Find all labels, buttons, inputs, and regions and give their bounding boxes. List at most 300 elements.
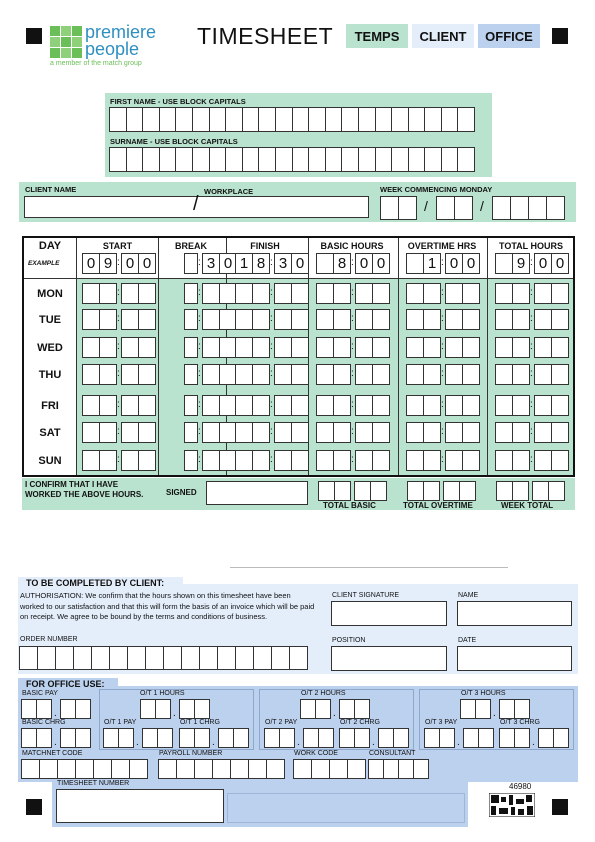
date-digit-box[interactable] (492, 196, 511, 220)
code-digit-box[interactable] (111, 759, 130, 779)
week-day-boxes[interactable] (380, 196, 416, 220)
time-digit-box[interactable]: 0 (219, 253, 237, 274)
time-digit-box[interactable]: 8 (252, 253, 270, 274)
ot3-chrg-boxes[interactable] (499, 728, 568, 748)
time-digit-box[interactable] (252, 422, 270, 443)
office-digit-box[interactable] (315, 699, 331, 719)
time-digit-box[interactable] (291, 395, 309, 416)
time-digit-box[interactable] (445, 450, 463, 471)
order-digit-box[interactable] (253, 646, 272, 670)
time-digit-box[interactable] (184, 253, 198, 274)
date-digit-box[interactable] (546, 196, 565, 220)
office-digit-box[interactable] (378, 728, 394, 748)
time-digit-box[interactable] (423, 283, 441, 304)
payroll-number-boxes[interactable] (158, 759, 284, 779)
char-box[interactable] (242, 107, 260, 132)
time-digit-box[interactable] (333, 364, 351, 385)
date-digit-box[interactable] (454, 196, 473, 220)
char-box[interactable] (308, 107, 326, 132)
time-digit-box[interactable] (462, 422, 480, 443)
char-box[interactable] (408, 107, 426, 132)
office-digit-box[interactable] (318, 728, 334, 748)
time-digit-box[interactable] (495, 422, 513, 443)
basic-chrg-boxes[interactable] (21, 728, 90, 748)
time-digit-box[interactable] (274, 422, 292, 443)
time-digit-box[interactable] (445, 395, 463, 416)
ot2-pay-boxes[interactable] (264, 728, 333, 748)
code-digit-box[interactable] (293, 759, 312, 779)
time-digit-box[interactable] (82, 364, 100, 385)
time-digit-box[interactable] (316, 337, 334, 358)
char-box[interactable] (391, 147, 409, 172)
time-digit-box[interactable] (355, 395, 373, 416)
time-digit-box[interactable] (202, 395, 220, 416)
time-digit-box[interactable] (551, 422, 569, 443)
char-box[interactable] (225, 107, 243, 132)
office-digit-box[interactable] (179, 728, 195, 748)
time-digit-box[interactable] (291, 450, 309, 471)
code-digit-box[interactable] (212, 759, 231, 779)
office-digit-box[interactable] (60, 728, 76, 748)
time-digit-box[interactable] (291, 422, 309, 443)
office-digit-box[interactable] (21, 699, 37, 719)
time-digit-box[interactable] (333, 395, 351, 416)
code-digit-box[interactable] (347, 759, 366, 779)
time-digit-box[interactable]: 3 (274, 253, 292, 274)
time-digit-box[interactable] (138, 283, 156, 304)
time-digit-box[interactable]: 1 (423, 253, 441, 274)
code-digit-box[interactable] (39, 759, 58, 779)
time-digit-box[interactable] (274, 337, 292, 358)
time-digit-box[interactable] (82, 422, 100, 443)
char-box[interactable] (325, 107, 343, 132)
time-digit-box[interactable] (462, 450, 480, 471)
code-digit-box[interactable] (311, 759, 330, 779)
time-digit-box[interactable] (445, 364, 463, 385)
time-digit-box[interactable]: 0 (355, 253, 373, 274)
time-digit-box[interactable] (372, 422, 390, 443)
code-digit-box[interactable] (383, 759, 399, 779)
time-digit-box[interactable] (99, 422, 117, 443)
time-digit-box[interactable] (333, 450, 351, 471)
time-digit-box[interactable] (121, 364, 139, 385)
time-digit-box[interactable] (291, 364, 309, 385)
time-digit-box[interactable] (99, 337, 117, 358)
time-digit-box[interactable] (512, 422, 530, 443)
time-digit-box[interactable] (121, 422, 139, 443)
code-digit-box[interactable] (398, 759, 414, 779)
office-digit-box[interactable] (75, 728, 91, 748)
office-digit-box[interactable] (460, 699, 476, 719)
char-box[interactable] (325, 147, 343, 172)
office-digit-box[interactable] (538, 728, 554, 748)
time-digit-box[interactable] (202, 309, 220, 330)
char-box[interactable] (209, 107, 227, 132)
char-box[interactable] (292, 147, 310, 172)
office-digit-box[interactable] (424, 728, 440, 748)
date-digit-box[interactable] (528, 196, 547, 220)
time-digit-box[interactable] (274, 364, 292, 385)
time-digit-box[interactable] (184, 364, 198, 385)
char-box[interactable] (159, 147, 177, 172)
time-digit-box[interactable] (534, 422, 552, 443)
time-digit-box[interactable]: 0 (82, 253, 100, 274)
office-digit-box[interactable] (264, 728, 280, 748)
order-digit-box[interactable] (91, 646, 110, 670)
code-digit-box[interactable] (266, 759, 285, 779)
time-digit-box[interactable] (121, 450, 139, 471)
timesheet-number-field[interactable] (56, 789, 224, 823)
time-digit-box[interactable] (252, 364, 270, 385)
time-digit-box[interactable] (333, 337, 351, 358)
ot2-chrg-boxes[interactable] (339, 728, 408, 748)
order-number-boxes[interactable] (19, 646, 307, 670)
date-digit-box[interactable] (380, 196, 399, 220)
time-digit-box[interactable] (316, 395, 334, 416)
total-box-group[interactable] (318, 481, 386, 501)
time-digit-box[interactable] (184, 450, 198, 471)
office-digit-box[interactable] (142, 728, 158, 748)
ot1-pay-boxes[interactable] (103, 728, 172, 748)
char-box[interactable] (457, 147, 475, 172)
time-digit-box[interactable] (462, 337, 480, 358)
char-box[interactable] (175, 107, 193, 132)
office-digit-box[interactable] (233, 728, 249, 748)
time-digit-box[interactable] (423, 422, 441, 443)
time-digit-box[interactable] (462, 309, 480, 330)
time-digit-box[interactable]: 0 (551, 253, 569, 274)
ot1-chrg-boxes[interactable] (179, 728, 248, 748)
time-digit-box[interactable] (462, 395, 480, 416)
time-digit-box[interactable] (82, 395, 100, 416)
office-digit-box[interactable] (179, 699, 195, 719)
time-digit-box[interactable] (252, 395, 270, 416)
surname-boxes[interactable] (109, 147, 474, 172)
client-name-field[interactable] (457, 601, 572, 626)
char-box[interactable] (126, 107, 144, 132)
office-digit-box[interactable] (463, 728, 479, 748)
time-digit-box[interactable]: 0 (121, 253, 139, 274)
time-digit-box[interactable] (534, 337, 552, 358)
total-digit-box[interactable] (370, 481, 387, 501)
total-digit-box[interactable] (496, 481, 513, 501)
time-digit-box[interactable] (406, 309, 424, 330)
date-digit-box[interactable] (436, 196, 455, 220)
char-box[interactable] (192, 147, 210, 172)
time-digit-box[interactable] (355, 450, 373, 471)
time-digit-box[interactable] (184, 395, 198, 416)
time-digit-box[interactable]: 0 (138, 253, 156, 274)
time-digit-box[interactable] (316, 253, 334, 274)
time-digit-box[interactable] (355, 337, 373, 358)
week-month-boxes[interactable] (436, 196, 472, 220)
office-digit-box[interactable] (499, 699, 515, 719)
total-digit-box[interactable] (423, 481, 440, 501)
time-digit-box[interactable] (333, 309, 351, 330)
time-digit-box[interactable] (184, 309, 198, 330)
basic-pay-boxes[interactable] (21, 699, 90, 719)
time-digit-box[interactable] (202, 283, 220, 304)
time-digit-box[interactable] (333, 422, 351, 443)
time-digit-box[interactable] (184, 337, 198, 358)
order-digit-box[interactable] (109, 646, 128, 670)
char-box[interactable] (275, 147, 293, 172)
position-field[interactable] (331, 646, 447, 671)
time-digit-box[interactable] (495, 395, 513, 416)
time-digit-box[interactable] (406, 337, 424, 358)
time-digit-box[interactable] (534, 283, 552, 304)
time-digit-box[interactable] (423, 395, 441, 416)
time-digit-box[interactable] (252, 309, 270, 330)
char-box[interactable] (126, 147, 144, 172)
office-digit-box[interactable] (354, 699, 370, 719)
first-name-boxes[interactable] (109, 107, 474, 132)
office-digit-box[interactable] (439, 728, 455, 748)
char-box[interactable] (275, 107, 293, 132)
signature-field[interactable] (206, 481, 308, 505)
time-digit-box[interactable] (235, 309, 253, 330)
time-digit-box[interactable] (184, 422, 198, 443)
time-digit-box[interactable] (316, 283, 334, 304)
time-digit-box[interactable] (495, 364, 513, 385)
time-digit-box[interactable] (372, 283, 390, 304)
office-digit-box[interactable] (303, 728, 319, 748)
time-digit-box[interactable]: 0 (462, 253, 480, 274)
time-digit-box[interactable] (462, 364, 480, 385)
ot3-pay-boxes[interactable] (424, 728, 493, 748)
time-digit-box[interactable]: 1 (235, 253, 253, 274)
char-box[interactable] (441, 107, 459, 132)
order-digit-box[interactable] (55, 646, 74, 670)
office-digit-box[interactable] (155, 699, 171, 719)
char-box[interactable] (341, 147, 359, 172)
time-digit-box[interactable] (138, 395, 156, 416)
time-digit-box[interactable] (372, 337, 390, 358)
client-signature-field[interactable] (331, 601, 447, 626)
time-digit-box[interactable] (82, 450, 100, 471)
time-digit-box[interactable] (551, 364, 569, 385)
time-digit-box[interactable] (355, 309, 373, 330)
time-digit-box[interactable] (512, 364, 530, 385)
time-digit-box[interactable] (462, 283, 480, 304)
office-digit-box[interactable] (499, 728, 515, 748)
time-digit-box[interactable] (99, 395, 117, 416)
time-digit-box[interactable] (512, 283, 530, 304)
code-digit-box[interactable] (176, 759, 195, 779)
time-digit-box[interactable] (372, 309, 390, 330)
time-digit-box[interactable] (202, 337, 220, 358)
order-digit-box[interactable] (181, 646, 200, 670)
char-box[interactable] (142, 147, 160, 172)
order-digit-box[interactable] (217, 646, 236, 670)
time-digit-box[interactable] (423, 364, 441, 385)
order-digit-box[interactable] (163, 646, 182, 670)
code-digit-box[interactable] (230, 759, 249, 779)
time-digit-box[interactable] (495, 450, 513, 471)
date-digit-box[interactable] (398, 196, 417, 220)
time-digit-box[interactable] (316, 364, 334, 385)
office-digit-box[interactable] (75, 699, 91, 719)
time-digit-box[interactable] (235, 450, 253, 471)
time-digit-box[interactable] (202, 422, 220, 443)
time-digit-box[interactable] (99, 283, 117, 304)
code-digit-box[interactable] (93, 759, 112, 779)
total-digit-box[interactable] (443, 481, 460, 501)
time-digit-box[interactable] (291, 337, 309, 358)
ot3-hours-boxes[interactable] (460, 699, 529, 719)
char-box[interactable] (192, 107, 210, 132)
total-box-group[interactable] (407, 481, 475, 501)
code-digit-box[interactable] (21, 759, 40, 779)
char-box[interactable] (358, 107, 376, 132)
order-digit-box[interactable] (145, 646, 164, 670)
code-digit-box[interactable] (158, 759, 177, 779)
time-digit-box[interactable] (184, 283, 198, 304)
time-digit-box[interactable] (274, 450, 292, 471)
date-digit-box[interactable] (510, 196, 529, 220)
total-digit-box[interactable] (459, 481, 476, 501)
office-digit-box[interactable] (194, 699, 210, 719)
office-digit-box[interactable] (514, 699, 530, 719)
time-digit-box[interactable] (406, 364, 424, 385)
time-digit-box[interactable] (252, 450, 270, 471)
char-box[interactable] (424, 107, 442, 132)
order-digit-box[interactable] (73, 646, 92, 670)
office-digit-box[interactable] (339, 699, 355, 719)
time-digit-box[interactable] (534, 395, 552, 416)
date-field[interactable] (457, 646, 572, 671)
order-digit-box[interactable] (19, 646, 38, 670)
office-digit-box[interactable] (478, 728, 494, 748)
char-box[interactable] (408, 147, 426, 172)
time-digit-box[interactable] (534, 450, 552, 471)
time-digit-box[interactable] (316, 450, 334, 471)
code-digit-box[interactable] (75, 759, 94, 779)
time-digit-box[interactable]: 8 (333, 253, 351, 274)
time-digit-box[interactable]: 3 (202, 253, 220, 274)
time-digit-box[interactable] (138, 450, 156, 471)
code-digit-box[interactable] (413, 759, 429, 779)
time-digit-box[interactable] (406, 450, 424, 471)
char-box[interactable] (242, 147, 260, 172)
code-digit-box[interactable] (248, 759, 267, 779)
time-digit-box[interactable] (274, 309, 292, 330)
time-digit-box[interactable] (99, 364, 117, 385)
time-digit-box[interactable] (235, 364, 253, 385)
time-digit-box[interactable]: 9 (99, 253, 117, 274)
time-digit-box[interactable] (445, 309, 463, 330)
office-digit-box[interactable] (553, 728, 569, 748)
office-digit-box[interactable] (140, 699, 156, 719)
time-digit-box[interactable] (202, 450, 220, 471)
office-digit-box[interactable] (339, 728, 355, 748)
code-digit-box[interactable] (194, 759, 213, 779)
week-year-boxes[interactable] (492, 196, 564, 220)
char-box[interactable] (308, 147, 326, 172)
time-digit-box[interactable] (512, 450, 530, 471)
time-digit-box[interactable] (99, 309, 117, 330)
time-digit-box[interactable] (274, 395, 292, 416)
char-box[interactable] (375, 107, 393, 132)
char-box[interactable] (258, 147, 276, 172)
char-box[interactable] (375, 147, 393, 172)
time-digit-box[interactable] (445, 283, 463, 304)
ot2-hours-boxes[interactable] (300, 699, 369, 719)
time-digit-box[interactable] (252, 283, 270, 304)
total-digit-box[interactable] (512, 481, 529, 501)
time-digit-box[interactable] (372, 395, 390, 416)
office-digit-box[interactable] (36, 699, 52, 719)
char-box[interactable] (292, 107, 310, 132)
time-digit-box[interactable] (551, 283, 569, 304)
time-digit-box[interactable] (121, 283, 139, 304)
time-digit-box[interactable] (82, 283, 100, 304)
time-digit-box[interactable] (406, 283, 424, 304)
total-digit-box[interactable] (354, 481, 371, 501)
total-digit-box[interactable] (532, 481, 549, 501)
time-digit-box[interactable] (82, 309, 100, 330)
time-digit-box[interactable] (406, 395, 424, 416)
consultant-boxes[interactable] (368, 759, 428, 779)
char-box[interactable] (109, 147, 127, 172)
office-digit-box[interactable] (393, 728, 409, 748)
char-box[interactable] (209, 147, 227, 172)
office-digit-box[interactable] (157, 728, 173, 748)
char-box[interactable] (341, 107, 359, 132)
order-digit-box[interactable] (235, 646, 254, 670)
time-digit-box[interactable] (138, 422, 156, 443)
time-digit-box[interactable] (235, 395, 253, 416)
time-digit-box[interactable] (316, 309, 334, 330)
time-digit-box[interactable]: 0 (534, 253, 552, 274)
char-box[interactable] (424, 147, 442, 172)
char-box[interactable] (358, 147, 376, 172)
time-digit-box[interactable] (534, 309, 552, 330)
office-digit-box[interactable] (475, 699, 491, 719)
time-digit-box[interactable] (495, 253, 513, 274)
char-box[interactable] (225, 147, 243, 172)
char-box[interactable] (457, 107, 475, 132)
time-digit-box[interactable] (372, 450, 390, 471)
time-digit-box[interactable] (551, 309, 569, 330)
office-digit-box[interactable] (300, 699, 316, 719)
time-digit-box[interactable]: 9 (512, 253, 530, 274)
time-digit-box[interactable]: 0 (445, 253, 463, 274)
char-box[interactable] (258, 107, 276, 132)
time-digit-box[interactable] (355, 422, 373, 443)
time-digit-box[interactable] (406, 253, 424, 274)
order-digit-box[interactable] (271, 646, 290, 670)
office-digit-box[interactable] (279, 728, 295, 748)
time-digit-box[interactable] (372, 364, 390, 385)
office-digit-box[interactable] (218, 728, 234, 748)
office-digit-box[interactable] (60, 699, 76, 719)
time-digit-box[interactable] (333, 283, 351, 304)
total-box-group[interactable] (496, 481, 564, 501)
time-digit-box[interactable] (534, 364, 552, 385)
time-digit-box[interactable] (121, 337, 139, 358)
code-digit-box[interactable] (368, 759, 384, 779)
matchnet-code-boxes[interactable] (21, 759, 147, 779)
time-digit-box[interactable] (235, 337, 253, 358)
time-digit-box[interactable]: 0 (291, 253, 309, 274)
code-digit-box[interactable] (57, 759, 76, 779)
time-digit-box[interactable] (355, 283, 373, 304)
time-digit-box[interactable] (512, 337, 530, 358)
time-digit-box[interactable] (121, 395, 139, 416)
total-digit-box[interactable] (318, 481, 335, 501)
time-digit-box[interactable] (423, 337, 441, 358)
